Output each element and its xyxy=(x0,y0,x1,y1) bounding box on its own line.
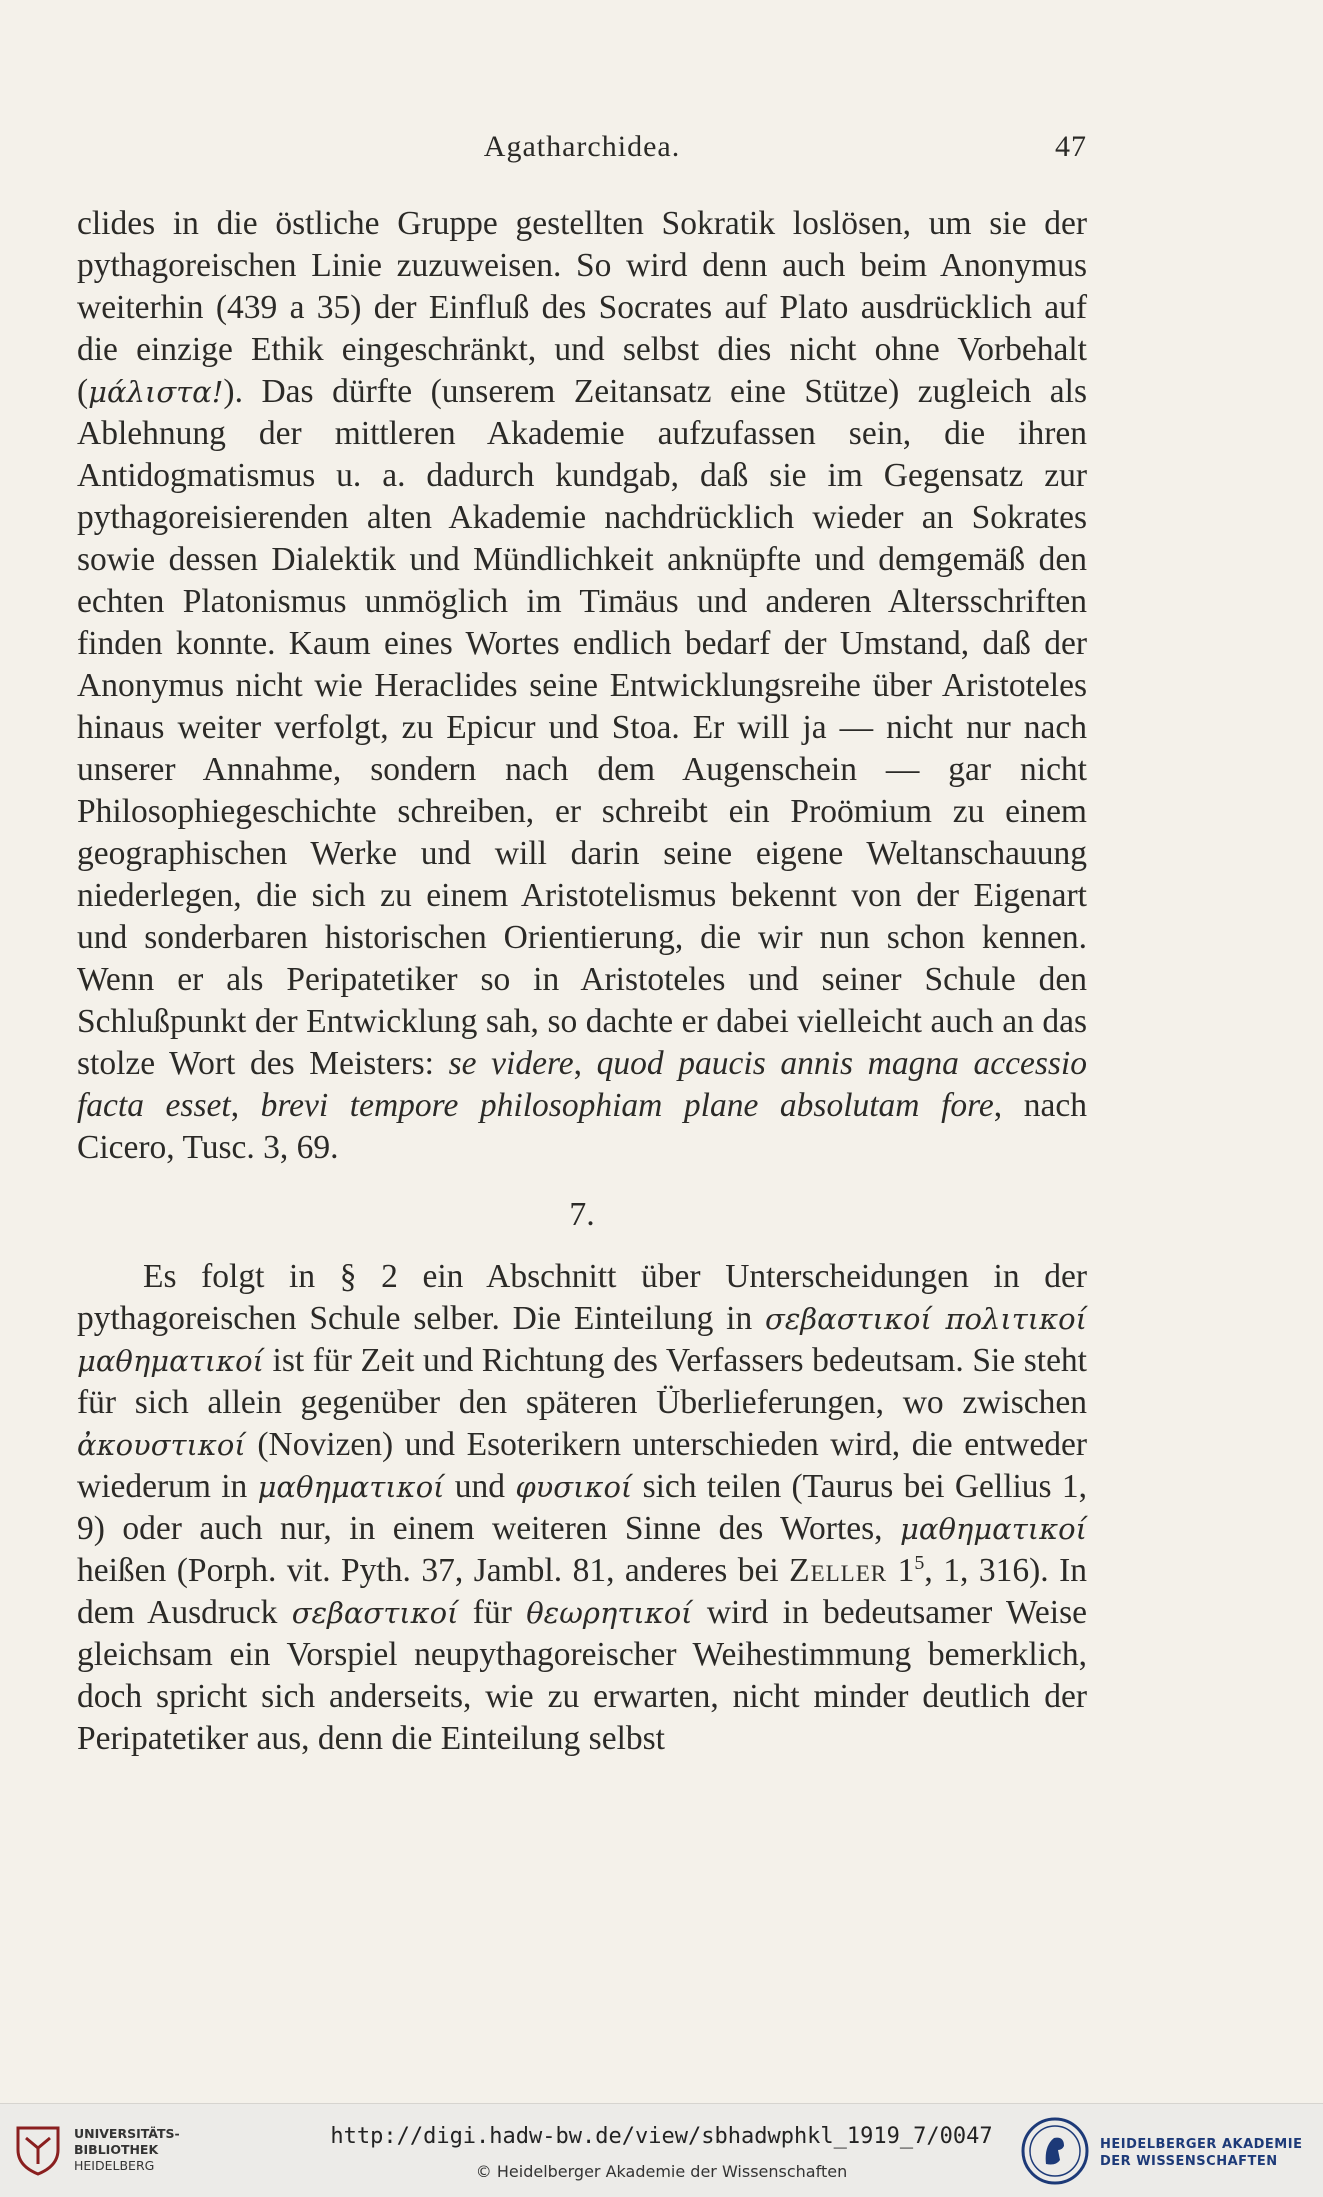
academy-seal-icon xyxy=(1020,2116,1090,2186)
permalink-url[interactable]: http://digi.hadw-bw.de/view/sbhadwphkl_1919_7/0047 xyxy=(330,2124,993,2149)
text-run: ist für Zeit und Richtung des Verfassers bedeutsam. Sie steht für sich allein gegenüber den späteren Überlieferungen, wo zwischen xyxy=(77,1342,1087,1421)
text-run: , nach Cicero, Tusc. 3, 69. xyxy=(77,1087,1087,1166)
academy-name-line: HEIDELBERGER AKADEMIE xyxy=(1100,2137,1303,2152)
text-run: , xyxy=(573,1045,597,1082)
text-run: ). Das dürfte (unserem Zeitansatz eine Stütze) zugleich als Ablehnung der mittleren Akademie aufzufassen sein, die ihren Antidogmatismus u. a. dadurch kundgab, daß sie im Gegensatz zur pythagoreisierenden alten Akademie nachdrücklich wieder an Sokrates sowie dessen Dialektik und Mündlichkeit anknüpfte und demgemäß den echten Platonismus unmöglich im Timäus und anderen Altersschriften finden konnte. Kaum eines Wortes endlich bedarf der Umstand, daß der Anonymus nicht wie Heraclides seine Entwicklungsreihe über Aristoteles hinaus weiter verfolgt, zu Epicur und Stoa. Er will ja — nicht nur nach unserer Annahme, sondern nach dem Augenschein — gar nicht Philosophiegeschichte schreiben, er schreibt ein Proömium zu einem geographischen Werke und will darin seine eigene Weltanschauung niederlegen, die sich zu einem Aristotelismus bekennt von der Eigenart und sonderbaren historischen Orientierung, die wir nun schon kennen. Wenn er als Peripatetiker so in Aristoteles und seiner Schule den Schlußpunkt der Entwicklung sah, so dachte er dabei vielleicht auch an das stolze Wort des Meisters: xyxy=(77,373,1087,1082)
latin-quote: quod paucis annis magna accessio facta esset xyxy=(77,1045,1087,1124)
copyright-notice: © Heidelberger Akademie der Wissenschaften xyxy=(475,2162,848,2181)
academy-name-line: DER WISSENSCHAFTEN xyxy=(1100,2154,1278,2169)
text-run: , 1, 316). In dem Ausdruck xyxy=(77,1552,1088,1631)
author-name: Zeller xyxy=(789,1552,888,1589)
text-run: , xyxy=(230,1087,261,1124)
paragraph xyxy=(77,1256,1087,1760)
paragraph xyxy=(77,203,1087,1169)
latin-quote: se videre xyxy=(448,1045,574,1082)
page-header xyxy=(77,130,1087,174)
greek-word: σεβαστικοί xyxy=(291,1596,459,1630)
academy-name xyxy=(1100,2136,1302,2170)
academy-logo[interactable] xyxy=(1020,2116,1320,2186)
superscript: 5 xyxy=(914,1551,925,1574)
greek-word: μαθηματικοί xyxy=(257,1470,445,1504)
footer-bar xyxy=(0,2103,1323,2197)
greek-word: ἀκουστικοί xyxy=(77,1428,246,1462)
text-run: 1 xyxy=(887,1552,915,1589)
latin-quote: brevi tempore philosophiam plane absolutam fore xyxy=(260,1087,994,1124)
text-run: (Novizen) und Esoterikern unterschieden wird, die entweder wiederum in xyxy=(77,1426,1087,1505)
greek-word: μάλιστα! xyxy=(88,375,224,409)
text-run: sich teilen (Taurus bei Gellius 1, 9) oder auch nur, in einem weiteren Sinne des Wortes, xyxy=(77,1468,1087,1547)
text-run: clides in die östliche Gruppe gestellten Sokratik loslösen, um sie der pythagoreischen Linie zuzuweisen. So wird denn auch beim Anonymus weiterhin (439 a 35) der Einfluß des Socrates auf Plato ausdrücklich auf die einzige Ethik eingeschränkt, und selbst dies nicht ohne Vorbehalt ( xyxy=(77,205,1087,410)
running-title: Agatharchidea. xyxy=(483,130,681,163)
greek-word: θεωρητικοί xyxy=(526,1596,693,1630)
text-run: Es folgt in § 2 ein Abschnitt über Unterscheidungen in der pythagoreischen Schule selber. Die Einteilung in xyxy=(77,1258,1087,1337)
text-run: wird in bedeutsamer Weise gleichsam ein Vorspiel neupythagoreischer Weihestimmung bemerklich, doch spricht sich anderseits, wie zu erwarten, nicht minder deutlich der Peripatetiker aus, denn die Einteilung selbst xyxy=(77,1594,1087,1757)
greek-word: φυσικοί xyxy=(515,1470,633,1504)
text-run: für xyxy=(458,1594,527,1631)
library-name-line: BIBLIOTHEK xyxy=(74,2142,159,2157)
text-run: und xyxy=(444,1468,516,1505)
library-name-line: HEIDELBERG xyxy=(74,2158,155,2173)
greek-word: σεβαστικοί πολιτικοί μαθηματικοί xyxy=(77,1302,1087,1378)
page-number: 47 xyxy=(1055,130,1087,163)
library-name-line: UNIVERSITÄTS- xyxy=(74,2126,180,2141)
section-number: 7. xyxy=(569,1196,595,1233)
greek-word: μαθηματικοί xyxy=(900,1512,1087,1546)
body-text xyxy=(77,203,1087,1760)
text-run: heißen (Porph. vit. Pyth. 37, Jambl. 81, anderes bei xyxy=(77,1552,790,1589)
